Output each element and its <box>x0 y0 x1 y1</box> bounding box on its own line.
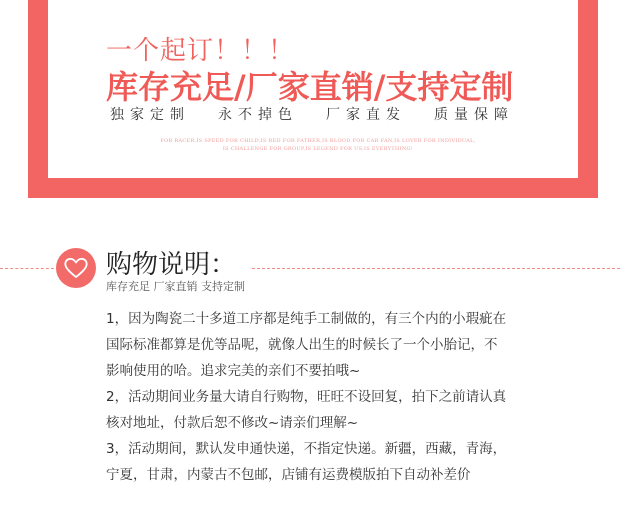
feature-item: 厂家直发 <box>326 107 406 123</box>
slogan-line: IS CHALLENGE FOR GROUP,IS LEGEND FOR US,IS EVERYTHING! <box>222 146 414 152</box>
note-line: 核对地址，付款后恕不修改~请亲们理解~ <box>106 415 359 431</box>
note-line: 1，因为陶瓷二十多道工序都是纯手工制做的，有三个内的小瑕疵在 <box>106 311 507 327</box>
note-line: 2，活动期间业务量大请自行购物，旺旺不设回复，拍下之前请认真 <box>106 389 507 405</box>
english-slogan <box>138 137 498 153</box>
feature-list <box>110 104 514 124</box>
promo-banner <box>28 0 598 198</box>
slogan-line: FOR RACER,IS SPEED FOR CHILD,IS RED FOR FATHER,IS BLOOD FOR CAR FAN,IS LOVER FOR INDIVIDUAL, <box>160 138 476 144</box>
promo-headline: 库存充足/厂家直销/支持定制 <box>106 68 514 106</box>
feature-item: 永不掉色 <box>218 107 298 123</box>
heart-icon <box>56 248 96 288</box>
note-line: 国际标准都算是优等品呢，就像人出生的时候长了一个小胎记，不 <box>106 337 498 353</box>
feature-item: 独家定制 <box>110 107 190 123</box>
dashed-divider-left <box>0 268 54 269</box>
section-subtitle: 库存充足 厂家直销 支持定制 <box>106 280 245 293</box>
note-line: 宁夏，甘肃，内蒙古不包邮，店铺有运费模版拍下自动补差价 <box>106 467 471 483</box>
note-line: 影响使用的哈。追求完美的亲们不要拍哦~ <box>106 363 361 379</box>
promo-banner-inner <box>48 0 578 178</box>
min-order-title: 一个起订！！！ <box>106 36 296 66</box>
section-title: 购物说明： <box>106 250 237 280</box>
note-line: 3，活动期间，默认发申通快递，不指定快递。新疆，西藏，青海， <box>106 441 507 457</box>
dashed-divider-right <box>252 268 620 269</box>
feature-item: 质量保障 <box>434 107 514 123</box>
shopping-notes <box>106 306 576 488</box>
